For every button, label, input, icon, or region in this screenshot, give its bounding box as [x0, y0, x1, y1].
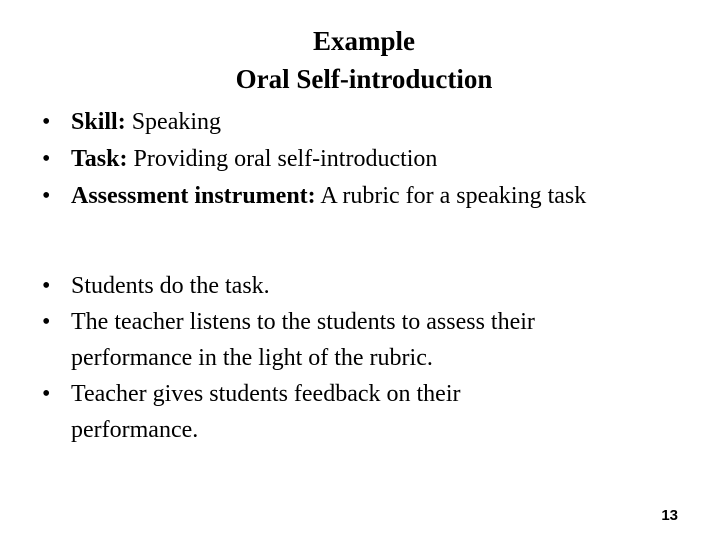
- bullet-icon: •: [42, 273, 51, 299]
- page-number: 13: [661, 507, 678, 524]
- detail-value: Providing oral self-introduction: [127, 146, 438, 172]
- detail-item-skill: [42, 104, 702, 141]
- detail-label: Skill:: [71, 109, 126, 135]
- step-text: Teacher gives students feedback on their performance.: [71, 381, 461, 443]
- detail-label: Task:: [71, 146, 128, 172]
- bullet-icon: •: [42, 309, 51, 335]
- bullet-icon: •: [42, 146, 51, 172]
- slide-title: Example: [312, 26, 415, 56]
- slide-subtitle: Oral Self-introduction: [235, 64, 493, 94]
- bullet-icon: •: [42, 183, 51, 209]
- step-text: Students do the task.: [71, 273, 270, 299]
- step-item: [42, 304, 702, 376]
- step-text: The teacher listens to the students to assess their performance in the light of the rubric.: [71, 309, 535, 371]
- detail-label: Assessment instrument:: [71, 183, 316, 209]
- details-list: [42, 104, 702, 215]
- bullet-icon: •: [42, 109, 51, 135]
- detail-item-assessment: [42, 178, 702, 215]
- detail-value: Speaking: [125, 109, 222, 135]
- step-item: [42, 268, 702, 304]
- detail-item-task: [42, 141, 702, 178]
- bullet-icon: •: [42, 381, 51, 407]
- step-item: [42, 376, 702, 448]
- detail-value: A rubric for a speaking task: [315, 183, 587, 209]
- steps-list: [42, 268, 702, 448]
